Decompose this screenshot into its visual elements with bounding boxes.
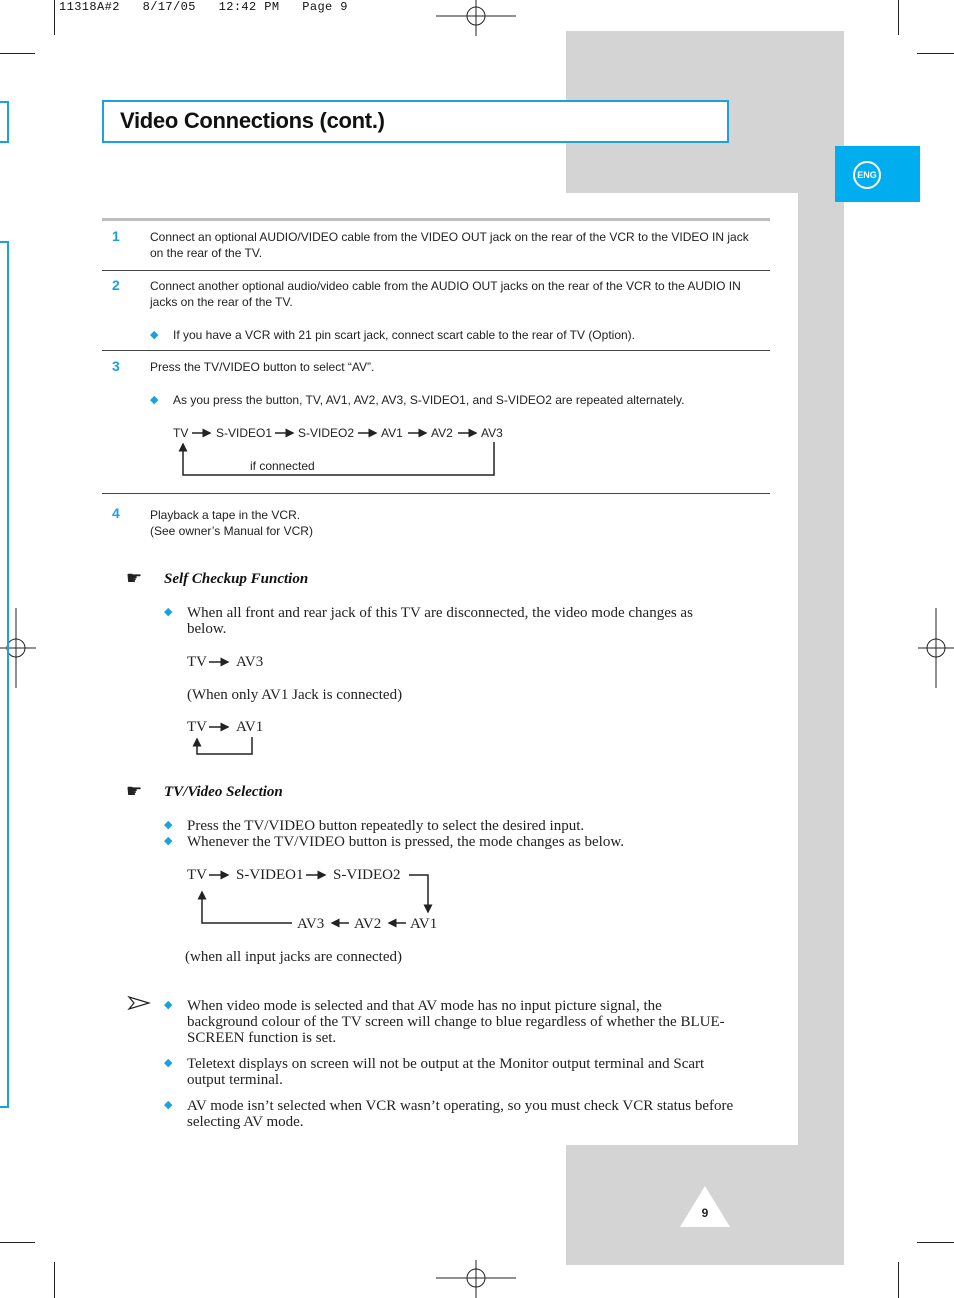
flow-item: AV1 (236, 719, 264, 735)
diamond-bullet-icon: ◆ (164, 999, 173, 1011)
note-text: output terminal. (187, 1072, 283, 1088)
section-heading: TV/Video Selection (164, 784, 283, 800)
bullet-text: Press the TV/VIDEO button repeatedly to select the desired input. (187, 818, 585, 834)
note-text: When video mode is selected and that AV mode has no input picture signal, the (187, 998, 662, 1014)
bullet-text: Whenever the TV/VIDEO button is pressed, the mode changes as below. (187, 834, 624, 850)
step-text: Connect an optional AUDIO/VIDEO cable from the VIDEO OUT jack on the rear of the VCR to the VIDEO IN jack on the rear of the TV. (150, 230, 749, 260)
print-header: 11318A#2 8/17/05 12:42 PM Page 9 (59, 0, 348, 14)
page-title: Video Connections (cont.) (120, 108, 385, 133)
pointing-hand-icon: ☛ (126, 568, 143, 588)
section-heading: Self Checkup Function (164, 571, 309, 587)
flow-item: TV (187, 719, 207, 735)
page-number-badge (680, 1186, 730, 1227)
condition-text: (When only AV1 Jack is connected) (187, 687, 403, 703)
flow-item-av1: AV1 (381, 426, 403, 440)
note-text: AV mode isn’t selected when VCR wasn’t operating, so you must check VCR status before (187, 1098, 734, 1114)
flow-item: AV3 (297, 916, 325, 932)
flow-item: AV3 (236, 654, 264, 670)
step-number: 3 (112, 358, 120, 374)
note-text: selecting AV mode. (187, 1114, 304, 1130)
step-note: As you press the button, TV, AV1, AV2, AV3, S-VIDEO1, and S-VIDEO2 are repeated alternately. (173, 393, 685, 407)
diamond-bullet-icon: ◆ (164, 606, 173, 618)
flow-caption: if connected (250, 459, 315, 473)
flow-item: AV1 (410, 916, 438, 932)
bullet-text: When all front and rear jack of this TV are disconnected, the video mode changes as (187, 605, 693, 621)
flow-item: S-VIDEO2 (333, 867, 401, 883)
diamond-bullet-icon: ◆ (150, 394, 159, 406)
flow-item-tv: TV (173, 426, 189, 440)
step-number: 4 (112, 505, 120, 521)
step-note: If you have a VCR with 21 pin scart jack, connect scart cable to the rear of TV (Option). (173, 328, 635, 342)
flow-item-av3: AV3 (481, 426, 503, 440)
note-arrow-icon (128, 996, 150, 1010)
language-badge: ENG (853, 161, 881, 189)
step-text: Press the TV/VIDEO button to select “AV”. (150, 360, 375, 374)
step-text: Connect another optional audio/video cable from the AUDIO OUT jacks on the rear of the VCR to the AUDIO IN jacks on the rear of the TV. (150, 279, 741, 309)
note-text: Teletext displays on screen will not be output at the Monitor output terminal and Scart (187, 1056, 705, 1072)
flow-item: TV (187, 867, 207, 883)
flow-item-svideo1: S-VIDEO1 (216, 426, 273, 440)
page-number: 9 (701, 1206, 709, 1220)
step-number: 1 (112, 228, 120, 244)
flow-caption: (when all input jacks are connected) (185, 949, 402, 965)
flow-item-svideo2: S-VIDEO2 (298, 426, 355, 440)
flow-item: AV2 (354, 916, 382, 932)
step-number: 2 (112, 277, 120, 293)
step-text: Playback a tape in the VCR. (150, 508, 301, 522)
step-text: (See owner’s Manual for VCR) (150, 524, 313, 538)
note-text: background colour of the TV screen will change to blue regardless of whether the BLUE- (187, 1014, 725, 1030)
bullet-text: below. (187, 621, 227, 637)
diamond-bullet-icon: ◆ (164, 1057, 173, 1069)
pointing-hand-icon: ☛ (126, 781, 143, 801)
flow-item: TV (187, 654, 207, 670)
flow-item-av2: AV2 (431, 426, 453, 440)
note-text: SCREEN function is set. (187, 1030, 337, 1046)
diamond-bullet-icon: ◆ (164, 819, 173, 831)
flow-item: S-VIDEO1 (236, 867, 304, 883)
diamond-bullet-icon: ◆ (164, 835, 173, 847)
diamond-bullet-icon: ◆ (164, 1099, 173, 1111)
diamond-bullet-icon: ◆ (150, 329, 159, 341)
